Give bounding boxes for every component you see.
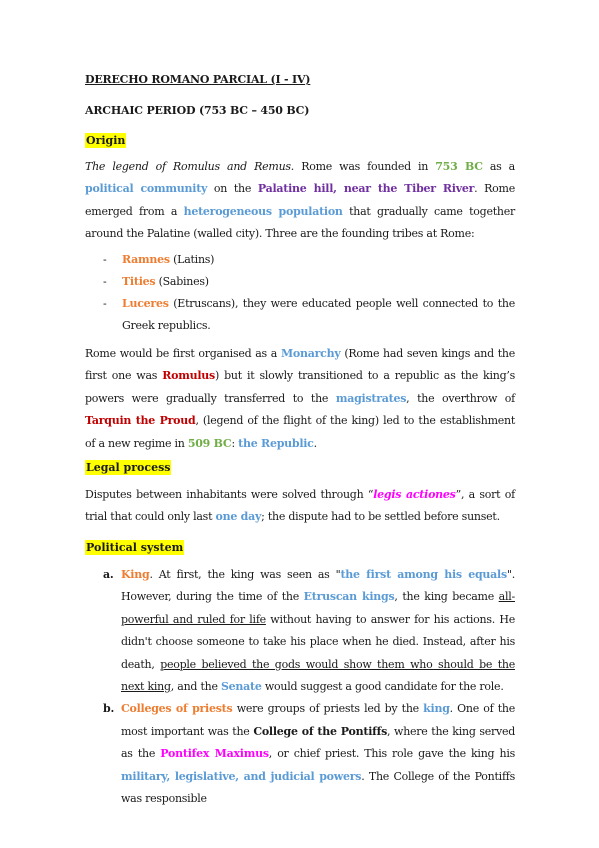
text: ”, a sort of trial that could only last [85,488,515,524]
tarquin: Tarquin the Proud [85,414,196,428]
tribe-desc: (Sabines) [155,275,209,288]
bullet: - [103,253,107,266]
list-item [85,249,515,271]
the-republic: the Republic [238,436,314,450]
text: , where the king served as the [121,724,516,761]
tribe-desc: (Etruscans), they were educated people well connected to the Greek republics. [122,297,515,332]
one-day: one day [215,510,262,524]
origin-paragraph-1 [85,156,515,246]
text: , the king became [394,590,499,604]
heading-legal-process: Legal process [86,461,171,474]
text: Disputes between inhabitants were solved through “ [85,488,374,501]
king-term: King [121,568,150,581]
text: : [231,436,239,450]
text: , the overthrow of [406,391,515,405]
text: , and the [170,680,221,694]
tribe-name: Ramnes [122,253,170,266]
college-of-pontiffs: College of the Pontiffs [253,724,388,738]
text: , (legend of the flight of the king) led to the establishment of a new regime in [85,414,516,450]
magistrates: magistrates [335,391,407,405]
kings-powers: military, legislative, and judicial powers [121,769,362,783]
text: as a [482,160,515,173]
legis-actiones: legis actiones [373,488,456,501]
text: . At first, the king was seen as " [149,568,341,581]
bullet: - [103,275,107,288]
text: were groups of priests led by the [232,702,424,716]
tribes-list [85,249,515,337]
list-marker: a. [103,568,114,581]
period-title: ARCHAIC PERIOD (753 BC – 450 BC) [85,104,310,117]
text: . The College of the Pontiffs was responsible [121,769,515,806]
romulus: Romulus [162,369,215,383]
text: on the [207,182,258,196]
text: (Rome had seven kings and the first one was [85,347,515,383]
founding-year: 753 BC [435,160,483,173]
list-item [85,293,515,337]
text: Rome would be first organised as a [85,347,281,360]
text: ; the dispute had to be settled before sunset. [261,510,500,524]
text: . Rome emerged from a [85,182,515,218]
etruscan-kings: Etruscan kings [303,590,395,604]
text: Rome was founded in [294,160,436,173]
tribe-name: Tities [122,275,156,288]
legal-paragraph [85,484,515,529]
legend-text: The legend of Romulus and Remus. [85,160,295,173]
heading-political-system: Political system [86,541,184,554]
colleges-of-priests: Colleges of priests [121,702,233,716]
all-powerful: all-powerful and ruled for life [121,590,515,626]
political-community: political community [85,182,208,196]
republic-year: 509 BC [187,436,232,450]
first-among-equals: the first among his equals [340,568,507,581]
document-title: DERECHO ROMANO PARCIAL (I - IV) [85,73,311,86]
list-item [85,271,515,293]
text: , or chief priest. This role gave the king his [268,747,515,761]
heterogeneous-population: heterogeneous population [183,204,343,218]
list-item [85,564,515,698]
text: ". However, during the time of the [121,568,515,604]
text: . [313,436,317,450]
origin-paragraph-2 [85,343,515,455]
bullet: - [103,297,107,310]
senate: Senate [220,680,262,694]
text: that gradually came together around the Palatine (walled city). Three are the founding tribes at Rome: [85,204,516,241]
tribe-name: Luceres [122,297,169,310]
tribe-desc: (Latins) [169,253,215,266]
king-term: king [423,702,450,716]
text: ) but it slowly transitioned to a republic as the king’s powers were gradually transferred to the [85,369,515,405]
text: . One of the most important was the [121,702,515,738]
gods-choice: people believed the gods would show them who should be the next king [121,657,515,694]
pontifex-maximus: Pontifex Maximus [160,747,269,761]
list-item [85,698,515,810]
political-list [85,564,515,810]
monarchy: Monarchy [280,347,341,360]
text: without having to answer for his actions. He didn't choose someone to take his place when he died. Instead, after his death, [121,612,515,671]
heading-origin: Origin [86,134,126,147]
text: would suggest a good candidate for the role. [261,680,504,694]
list-marker: b. [103,702,115,716]
palatine-hill: Palatine hill, near the Tiber River [257,182,475,196]
